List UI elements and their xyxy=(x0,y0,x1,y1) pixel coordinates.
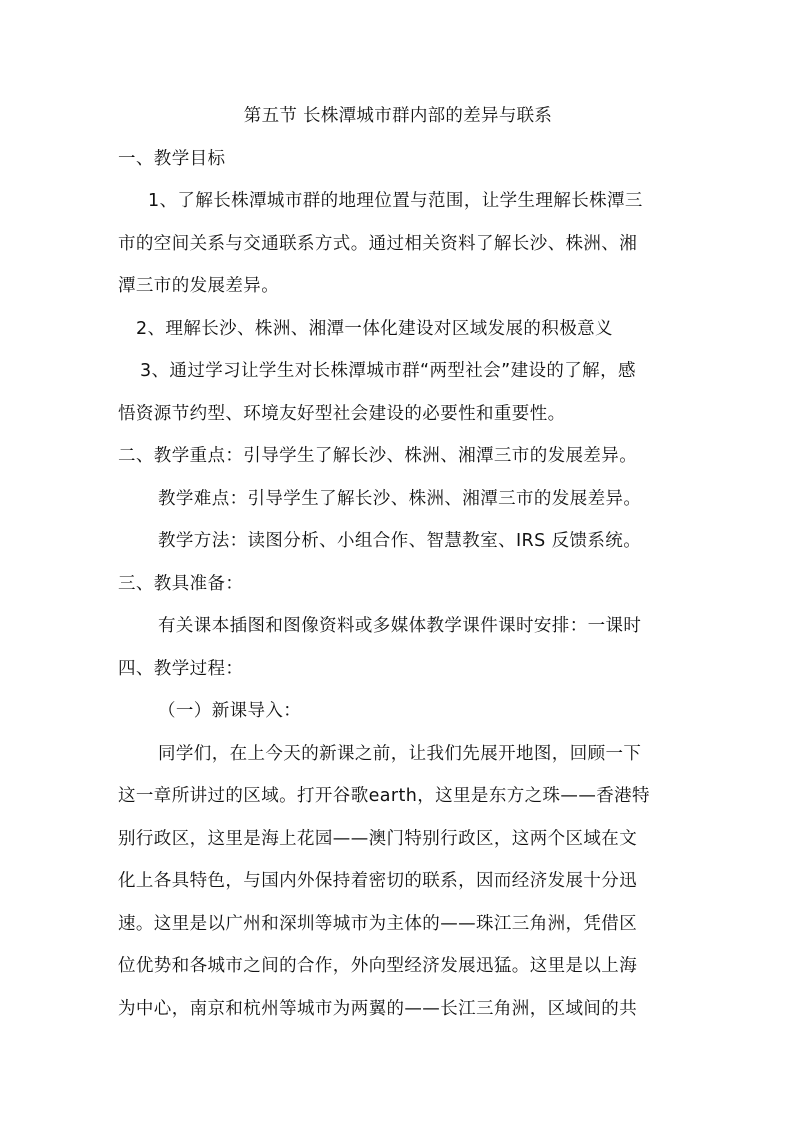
goal-1-line-1: 1、了解长株潭城市群的地理位置与范围，让学生理解长株潭三 xyxy=(148,191,643,211)
difficult-points: 教学难点：引导学生了解长沙、株洲、湘潭三市的发展差异。 xyxy=(158,489,642,509)
goal-1-line-2: 市的空间关系与交通联系方式。通过相关资料了解长沙、株洲、湘 xyxy=(118,234,638,254)
intro-paragraph-line-4: 化上各具特色，与国内外保持着密切的联系，因而经济发展十分迅 xyxy=(118,871,638,891)
teaching-methods: 教学方法：读图分析、小组合作、智慧教室、IRS 反馈系统。 xyxy=(158,531,642,551)
intro-paragraph-line-2: 这一章所讲过的区域。打开谷歌earth，这里是东方之珠——香港特 xyxy=(118,786,650,806)
heading-materials: 三、教具准备： xyxy=(118,574,244,594)
intro-paragraph-line-6: 位优势和各城市之间的合作，外向型经济发展迅猛。这里是以上海 xyxy=(118,956,638,976)
heading-process: 四、教学过程： xyxy=(118,659,244,679)
intro-paragraph-line-1: 同学们，在上今天的新课之前，让我们先展开地图，回顾一下 xyxy=(158,744,642,764)
subheading-introduction: （一）新课导入： xyxy=(158,701,302,721)
intro-paragraph-line-5: 速。这里是以广州和深圳等城市为主体的——珠江三角洲，凭借区 xyxy=(118,914,638,934)
materials-text: 有关课本插图和图像资料或多媒体教学课件课时安排：一课时 xyxy=(158,616,642,636)
intro-paragraph-line-3: 别行政区，这里是海上花园——澳门特别行政区，这两个区域在文 xyxy=(118,829,638,849)
heading-key-points: 二、教学重点：引导学生了解长沙、株洲、湘潭三市的发展差异。 xyxy=(118,446,638,466)
goal-3-line-2: 悟资源节约型、环境友好型社会建设的必要性和重要性。 xyxy=(118,404,566,424)
intro-paragraph-line-7: 为中心，南京和杭州等城市为两翼的——长江三角洲，区域间的共 xyxy=(118,999,638,1019)
heading-teaching-goals: 一、教学目标 xyxy=(118,149,226,169)
goal-3-line-1: 3、通过学习让学生对长株潭城市群“两型社会”建设的了解，感 xyxy=(140,361,636,381)
goal-2: 2、理解长沙、株洲、湘潭一体化建设对区域发展的积极意义 xyxy=(136,319,613,339)
goal-1-line-3: 潭三市的发展差异。 xyxy=(118,276,280,296)
section-title: 第五节 长株潭城市群内部的差异与联系 xyxy=(243,106,553,126)
